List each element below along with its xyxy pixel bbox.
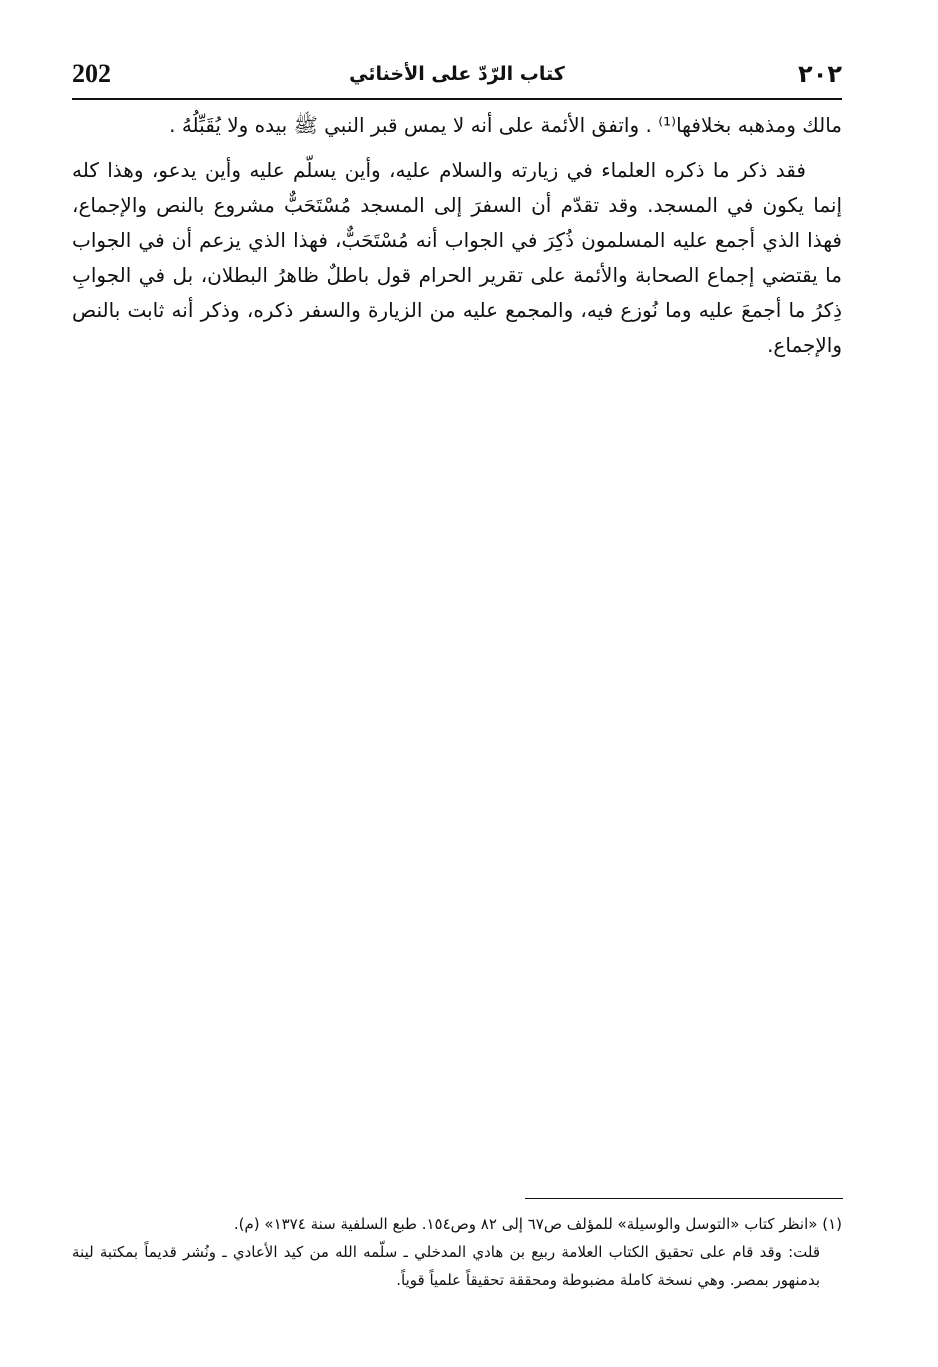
footnote-1: (١) «انظر كتاب «التوسل والوسيلة» للمؤلف ص٦٧ إلى ٨٢ وص١٥٤. طبع السلفية سنة ١٣٧٤» (م). bbox=[233, 1215, 842, 1233]
main-text bbox=[72, 108, 842, 363]
page-number-latin: 202 bbox=[72, 59, 111, 88]
paragraph-1: مالك ومذهبه بخلافها⁽¹⁾ . واتفق الأئمة على أنه لا يمس قبر النبي ﷺ بيده ولا يُقَبِّلُهُ . bbox=[169, 113, 842, 137]
paragraph-2: فقد ذكر ما ذكره العلماء في زيارته والسلام عليه، وأين يسلّم عليه وأين يدعو، وهذا كله إنما يكون في المسجد. وقد تقدّم أن السفرَ إلى المسجد مُسْتَحَبٌّ مشروع بالنص والإجماع، فهذا الذي أجمع عليه المسلمون ذُكِرَ في الجواب أنه مُسْتَحَبٌّ، فهذا الذي يزعم أن في الجواب ما يقتضي إجماع الصحابة والأئمة على تقرير الحرام قول باطلٌ ظاهرُ البطلان، بل في الجوابِ ذِكرُ ما أجمعَ عليه وما نُوزع فيه، والمجمع عليه من الزيارة والسفر ذكره، وذكر أنه ثابت بالنص والإجماع. bbox=[72, 158, 842, 357]
page-header bbox=[72, 58, 842, 96]
footnote-editor-comment: قلت: وقد قام على تحقيق الكتاب العلامة ربيع بن هادي المدخلي ـ سلّمه الله من كيد الأعادي ـ ونُشر قديماً بمكتبة لينة بدمنهور بمصر. وهي نسخة كاملة مضبوطة ومحققة تحقيقاً علمياً قوياً. bbox=[72, 1243, 820, 1289]
running-title: كتاب الرّدّ على الأخنائي bbox=[349, 63, 565, 85]
page-number-arabic: ٢٠٢ bbox=[798, 60, 842, 88]
footnote-separator bbox=[525, 1198, 843, 1199]
header-rule bbox=[72, 98, 842, 100]
footnotes bbox=[72, 1210, 842, 1294]
